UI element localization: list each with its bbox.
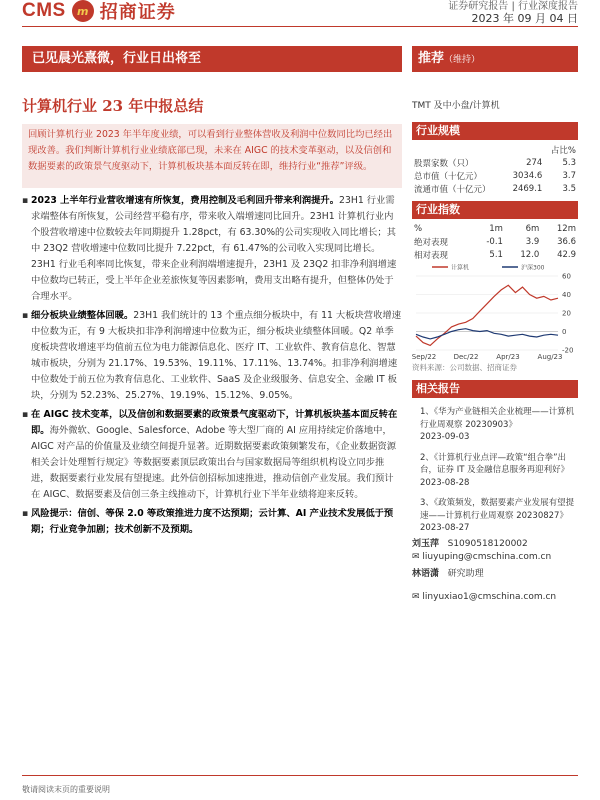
table-cell: 3034.6 bbox=[512, 170, 543, 181]
x-tick-label: Apr/23 bbox=[496, 353, 520, 361]
mail-icon: ✉ bbox=[412, 552, 420, 562]
x-tick-label: Aug/23 bbox=[537, 353, 563, 361]
related-item-date: 2023-09-03 bbox=[420, 432, 470, 442]
company-logo bbox=[22, 0, 176, 22]
y-tick-label: 60 bbox=[562, 272, 571, 281]
analyst-block bbox=[412, 538, 578, 604]
y-tick-label: -20 bbox=[562, 346, 574, 355]
bullet-bold: 2023 上半年行业营收增速有所恢复，费用控制及毛利回升带来利润提升。 bbox=[31, 195, 340, 206]
index-table bbox=[412, 222, 578, 261]
table-row bbox=[412, 143, 578, 156]
related-item[interactable] bbox=[420, 406, 578, 444]
logo-emblem-icon: m bbox=[72, 0, 94, 22]
body-text bbox=[22, 193, 402, 538]
bullet-4 bbox=[22, 506, 402, 538]
related-item[interactable] bbox=[420, 452, 578, 490]
bullet-marker-icon: ▪ bbox=[22, 508, 29, 519]
table-header: 12m bbox=[556, 223, 576, 234]
scale-table bbox=[412, 143, 578, 195]
table-row bbox=[412, 222, 578, 235]
logo-en: CMS bbox=[22, 0, 66, 21]
analyst-id: S1090518120002 bbox=[447, 539, 528, 549]
table-cell: 总市值（十亿元） bbox=[414, 171, 483, 182]
bullet-bold: 细分板块业绩整体回暖。 bbox=[31, 310, 134, 321]
table-header: 6m bbox=[525, 223, 540, 234]
bullet-bold: 风险提示：信创、等保 2.0 等政策推进力度不达预期；云计算、AI 产业技术发展低于预期；行业竞争加剧；技术创新不及预期。 bbox=[31, 508, 394, 535]
performance-chart bbox=[412, 262, 578, 362]
table-cell: 3.9 bbox=[525, 236, 540, 247]
related-item-date: 2023-08-27 bbox=[420, 523, 470, 533]
table-cell: 12.0 bbox=[520, 249, 540, 260]
analyst-2 bbox=[412, 568, 578, 581]
bullet-text: 23H1 行业需求端整体有所恢复，公司经营平稳有序，带来收入端增速同比回升。23H1 计算机行业内个股营收增速中位数较去年同期提升 1.28pct，有 63.30%的公司实现收入同比增长；其中 23Q2 营收增速中位数同比提升 7.22pct，有 61.47%的公司收入实现同比增长。23H1 行业毛利率同比恢复，带来企业利润端增速提升，23H1 及 23Q2 扣非净利润增速中位数均已转正，受上半年企业差旅恢复等因素影响，费用支出略有提升，但整体仍处于合理水平。 bbox=[31, 195, 397, 302]
series-line bbox=[416, 329, 558, 339]
report-type: 证券研究报告 | 行业深度报告 bbox=[448, 1, 578, 12]
rating-sub: （维持） bbox=[444, 55, 481, 65]
analyst-email-row bbox=[412, 551, 578, 564]
table-cell: 5.3 bbox=[562, 157, 576, 168]
table-cell: 274 bbox=[526, 157, 543, 168]
y-tick-label: 40 bbox=[562, 291, 571, 299]
legend-label: 计算机 bbox=[451, 264, 470, 272]
bullet-text: 海外微软、Google、Salesforce、Adobe 等大型厂商的 AI 应用持续定价落地中，AIGC 对产品的价值量及业绩空间提升显著。近期数据要素政策频繁发布，《企业数据资源相关会计处理暂行规定》等数据要素顶层政策出台与国家数据局等组织机构设立同步推进，数据要素行业发展有望提速。此外信创招标加速推进，推动信创产业发展。我们预计在 AIGC、数据要素及信创三条主线推动下，计算机行业下半年业绩将迎来反转。 bbox=[31, 425, 397, 500]
table-header: 1m bbox=[489, 223, 503, 234]
footer-note: 敬请阅读末页的重要说明 bbox=[22, 785, 110, 794]
related-header: 相关报告 bbox=[412, 380, 578, 398]
bullet-paragraph bbox=[31, 407, 402, 503]
legend-label: 沪深300 bbox=[521, 264, 545, 272]
table-cell: 股票家数（只） bbox=[414, 158, 474, 169]
analyst-email-row bbox=[412, 591, 578, 604]
sector-label: TMT 及中小盘/计算机 bbox=[412, 101, 500, 111]
report-subtitle: 计算机行业 23 年中报总结 bbox=[22, 97, 204, 115]
logo-cn: 招商证券 bbox=[99, 2, 176, 23]
bullet-3 bbox=[22, 407, 402, 503]
table-row bbox=[412, 235, 578, 248]
bullet-marker-icon: ▪ bbox=[22, 310, 29, 321]
bullet-2 bbox=[22, 308, 402, 404]
analyst-email[interactable]: liuyuping@cmschina.com.cn bbox=[422, 552, 552, 562]
table-cell: 流通市值（十亿元） bbox=[414, 184, 491, 195]
bullet-1 bbox=[22, 193, 402, 305]
x-tick-label: Sep/22 bbox=[412, 353, 437, 361]
table-cell: 3.7 bbox=[562, 170, 576, 181]
table-row bbox=[412, 182, 578, 195]
summary-box: 回顾计算机行业 2023 年半年度业绩，可以看到行业整体营收及利润中位数同比均已经出现改善。我们判断计算机行业业绩底部已现，未来在 AIGC 的技术变革驱动，以及信创和数据要素的政策景气度驱动下，计算机板块基本面反转在即，维持行业“推荐”评级。 bbox=[22, 124, 402, 188]
table-row bbox=[412, 156, 578, 169]
y-tick-label: 20 bbox=[562, 309, 571, 318]
table-header: % bbox=[414, 223, 423, 234]
table-row bbox=[412, 248, 578, 261]
analyst-1 bbox=[412, 538, 578, 551]
bullet-marker-icon: ▪ bbox=[22, 195, 29, 206]
table-cell: 36.6 bbox=[557, 236, 576, 247]
x-tick-label: Dec/22 bbox=[453, 353, 479, 361]
related-item-title[interactable]: 1、《华为产业链相关企业梳理——计算机行业周观察 20230903》 bbox=[420, 407, 575, 430]
table-cell: 42.9 bbox=[557, 249, 576, 260]
analyst-role: 研究助理 bbox=[447, 569, 484, 579]
bullet-paragraph bbox=[31, 193, 402, 305]
mail-icon: ✉ bbox=[412, 592, 420, 602]
header-divider bbox=[22, 26, 578, 27]
table-cell: 相对表现 bbox=[414, 250, 449, 261]
related-item-title[interactable]: 2、《计算机行业点评—政策“组合拳”出台，证券 IT 及金融信息服务再迎利好》 bbox=[420, 452, 570, 475]
related-item-title[interactable]: 3、《政策频发，数据要素产业发展有望提速——计算机行业周观察 20230827》 bbox=[420, 498, 575, 521]
table-cell: 5.1 bbox=[489, 249, 503, 260]
footer-divider bbox=[22, 775, 578, 776]
bullet-text: 23H1 我们统计的 13 个重点细分板块中，有 11 大板块营收增速中位数为正，有 9 大板块扣非净利润增速中位数为正，细分板块业绩整体回暖。Q2 单季度板块营收增速平均值前五位为电力能源信息化、医疗 IT、工业软件、教育信息化、智慧城市板块，分别为 21.17%、19.53%、19.11%、17.11%、13.74%。扣非净利润增速中位数处于前五位为教育信息化、工业软件、SaaS 及企业级服务、信息安全、金融 IT 板块，分别为 52.23%、25.27%、19.19%、15.12%、9.05%。 bbox=[31, 310, 401, 401]
table-header: 占比% bbox=[550, 145, 576, 156]
report-title-banner: 已见晨光熹微，行业日出将至 bbox=[22, 46, 402, 72]
report-date: 2023 年 09 月 04 日 bbox=[471, 12, 578, 25]
y-tick-label: 0 bbox=[562, 328, 567, 336]
analyst-email[interactable]: linyuxiao1@cmschina.com.cn bbox=[422, 592, 557, 602]
table-cell: -0.1 bbox=[486, 236, 503, 247]
analyst-name: 刘玉萍 bbox=[412, 539, 440, 549]
bullet-paragraph bbox=[31, 308, 402, 404]
chart-source: 资料来源：公司数据、招商证券 bbox=[412, 363, 517, 372]
related-item-date: 2023-08-28 bbox=[420, 477, 470, 488]
rating-label: 推荐 bbox=[418, 51, 445, 66]
table-cell: 3.5 bbox=[562, 183, 576, 194]
bullet-bold: 在 AIGC 技术变革，以及信创和数据要素的政策景气度驱动下，计算机板块基本面反转在即。 bbox=[31, 409, 398, 436]
table-cell: 绝对表现 bbox=[414, 237, 449, 248]
rating-banner bbox=[412, 46, 578, 72]
table-cell: 2469.1 bbox=[512, 183, 543, 194]
bullet-marker-icon: ▪ bbox=[22, 409, 29, 420]
scale-header: 行业规模 bbox=[412, 122, 578, 140]
related-list bbox=[420, 406, 578, 535]
analyst-name: 林语潇 bbox=[412, 569, 440, 579]
bullet-paragraph bbox=[31, 506, 402, 538]
index-header: 行业指数 bbox=[412, 201, 578, 219]
table-row bbox=[412, 169, 578, 182]
related-item[interactable] bbox=[420, 497, 578, 535]
